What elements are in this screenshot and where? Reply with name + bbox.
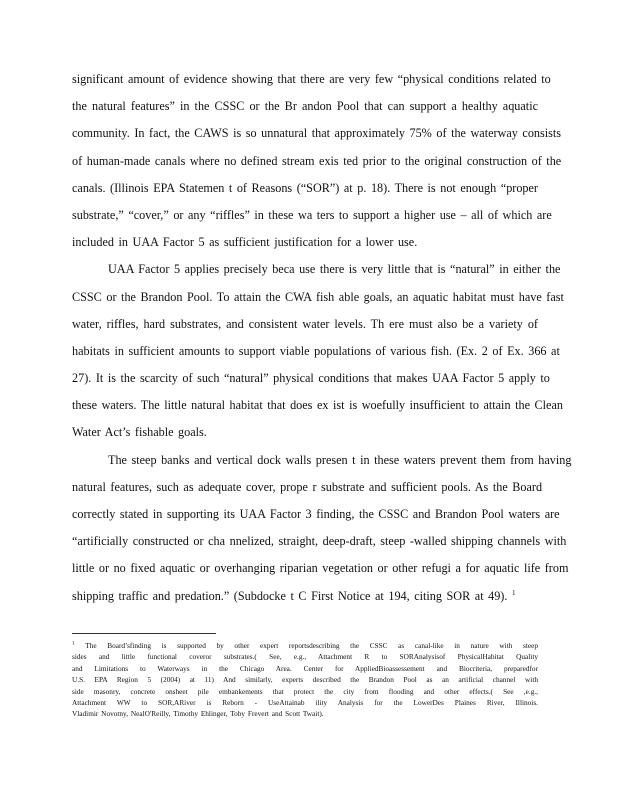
text-line: “artificially constructed or cha nnelized, straight, deep-draft, steep -walled shipping channels with xyxy=(72,534,567,549)
text-line: of human-made canals where no defined stream exis ted prior to the original construction of the xyxy=(72,153,562,168)
body-text xyxy=(72,66,572,610)
text-line: substrate,” “cover,” or any “riffles” in these wa ters to support a higher use – all of which are xyxy=(72,207,552,222)
text-line: habitats in sufficient amounts to support viable populations of various fish. (Ex. 2 of Ex. 366 at xyxy=(72,343,560,358)
footnote-line-first xyxy=(72,640,538,651)
text-line: correctly stated in supporting its UAA Factor 3 finding, the CSSC and Brandon Pool waters are xyxy=(72,507,560,521)
text-line: 27). It is the scarcity of such “natural” physical conditions that makes UAA Factor 5 apply to xyxy=(72,371,550,386)
text-line: the natural features” in the CSSC or the Br andon Pool that can support a healthy aquatic xyxy=(72,99,538,114)
text-line: little or no fixed aquatic or overhanging riparian vegetation or other refugi a for aquatic life from xyxy=(72,561,569,576)
text-line: significant amount of evidence showing that there are very few “physical conditions related to xyxy=(72,72,551,86)
footnote-line: sides and little functional coveror substrates.( See, e.g., Attachment R to SORAnalysisof PhysicalHabitat Quality xyxy=(72,652,538,662)
footnote-line: side masonry, concrete onsheet pile embankements that protect the city from flooding and other effects.( See ,e.g., xyxy=(72,686,538,696)
footnote-divider xyxy=(72,633,216,634)
text-line: water, riffles, hard substrates, and consistent water levels. Th ere must also be a variety of xyxy=(72,316,538,331)
footnote-line: U.S. EPA Region 5 (2004) at 11) And similarly, experts described the Brandon Pool as an artificial channel with xyxy=(72,675,538,685)
text-line: these waters. The little natural habitat that does ex ist is woefully insufficient to attain the Clean xyxy=(72,398,563,413)
footnote-line: and Limitations to Waterways in the Chicago Area. Center for AppliedBioassessement and Biocriteria, preparedfor xyxy=(72,663,538,673)
footnote-reference[interactable]: 1 xyxy=(511,588,516,597)
text-line-with-footnote xyxy=(72,583,538,610)
text-line: The steep banks and vertical dock walls presen t in these waters prevent them from having xyxy=(108,452,572,467)
text-line: included in UAA Factor 5 as sufficient justification for a lower use. xyxy=(72,235,418,250)
text-line: canals. (Illinois EPA Statemen t of Reasons (“SOR”) at p. 18). There is not enough “proper xyxy=(72,180,538,195)
text-line: shipping traffic and predation.” (Subdocke t C First Notice at 194, citing SOR at 49). xyxy=(72,588,508,603)
footnote-text: The Board’sfinding is supported by other expert reportsdescribing the CSSC as canal-like in nature with steep xyxy=(85,641,538,650)
footnote-line: Vladimir Novotny, NealO'Reilly, Timothy Ehlinger, Toby Frevert and Scott Twait). xyxy=(72,709,324,719)
footnote-line: Attachment WW to SOR,ARiver is Reborn - UseAttainab ility Analysis for the LowerDes Plaines River, Illinois. xyxy=(72,697,538,707)
footnote xyxy=(72,640,538,720)
text-line: CSSC or the Brandon Pool. To attain the CWA fish able goals, an aquatic habitat must have fast xyxy=(72,289,564,304)
text-line: Water Act’s fishable goals. xyxy=(72,425,207,440)
text-line: community. In fact, the CAWS is so unnatural that approximately 75% of the waterway consists xyxy=(72,126,562,141)
text-line: UAA Factor 5 applies precisely beca use there is very little that is “natural” in either the xyxy=(108,262,561,277)
text-line: natural features, such as adequate cover, prope r substrate and sufficient pools. As the Board xyxy=(72,479,543,494)
footnote-number: 1 xyxy=(72,640,75,647)
